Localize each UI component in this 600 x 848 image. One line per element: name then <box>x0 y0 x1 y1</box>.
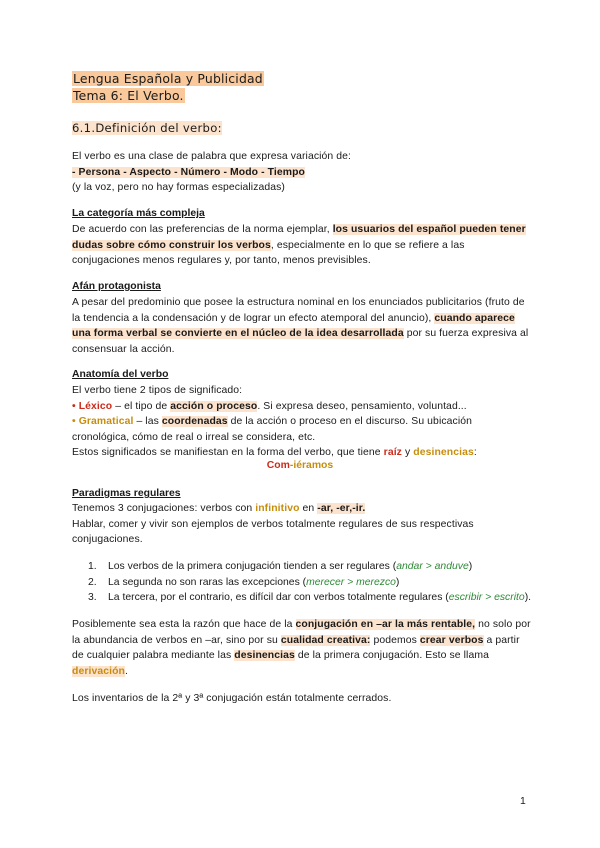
closing-line: Los inventarios de la 2ª y 3ª conjugación están totalmente cerrados. <box>72 693 392 704</box>
lexico-text-1: – el tipo de <box>112 400 171 412</box>
rentable-text-4: a partir de cualquier palabra mediante las <box>72 634 520 662</box>
lexico-highlight: acción o proceso <box>170 400 258 412</box>
rentable-highlight-2: cualidad creativa: <box>280 634 371 646</box>
afan-highlight: cuando aparece una forma verbal se convierte en el núcleo de la idea desarrollada <box>72 312 515 340</box>
gramatical-text-2: de la acción o proceso en el discurso. Su ubicación cronológica, cómo de real o irreal se considera, etc. <box>72 416 472 443</box>
gramatical-bullet: • Gramatical <box>72 416 134 428</box>
list-number: 1. <box>88 561 97 572</box>
title-line-2: Tema 6: El Verbo. <box>73 88 184 103</box>
rentable-text-5: de la primera conjugación. Esto se llama <box>294 650 489 662</box>
list-number: 2. <box>88 576 97 588</box>
rentable-text-6: . <box>124 665 128 677</box>
list-item <box>88 575 538 591</box>
paradigmas-paragraph <box>72 501 532 548</box>
categoria-text-2: , especialmente en lo que se refiere a las conjugaciones menos regulares y, por tanto, menos previsibles. <box>72 239 465 267</box>
and-word: y <box>401 447 414 459</box>
lexico-text-2: . Si expresa deseo, pensamiento, voluntad... <box>257 400 467 412</box>
conjugation-list <box>88 559 538 606</box>
gramatical-text-1: – las <box>133 416 162 428</box>
list-item-text: La tercera, por el contrario, es difícil dar con verbos totalmente regulares ( <box>108 592 449 604</box>
list-item-example: andar > anduve <box>396 561 469 572</box>
list-item-text: La segunda no son raras las excepciones ( <box>108 576 307 588</box>
rentable-highlight-4: desinencias <box>234 650 295 662</box>
list-item-text: Los verbos de la primera conjugación tienden a ser regulares ( <box>108 561 397 572</box>
rentable-paragraph <box>72 617 532 679</box>
list-item-close: ) <box>468 561 473 572</box>
section-title-text: 6.1.Definición del verbo: <box>72 121 222 135</box>
forma-text: Estos significados se manifiestan en la forma del verbo, que tiene <box>72 447 384 459</box>
paradigmas-text-2: en <box>299 503 318 514</box>
intro-line-3: (y la voz, pero no hay formas especializadas) <box>72 182 285 194</box>
rentable-highlight-3: crear verbos <box>419 634 484 646</box>
desinencias-word: desinencias <box>413 447 474 459</box>
rentable-text-1: Posiblemente sea esta la razón que hace de la <box>72 619 296 630</box>
afan-paragraph <box>72 295 532 357</box>
list-item-example: merecer > merezco <box>306 576 396 588</box>
list-item-example: escribir > escrito <box>448 592 525 604</box>
list-item-close: ) <box>395 576 400 588</box>
infinitivo-word: infinitivo <box>255 503 300 514</box>
intro-line-1: El verbo es una clase de palabra que expresa variación de: <box>72 151 352 162</box>
list-item <box>88 559 538 575</box>
rentable-text-2: no solo por la abundancia de verbos en –ar, sino por su <box>72 619 531 646</box>
endings-highlight: -ar, -er,-ir. <box>317 503 366 514</box>
afan-text-1: A pesar del predominio que posee la estructura nominal en los enunciados publicitarios (fruto de la tendencia a la condensación y de lograr un efecto atemporal del anuncio), <box>72 297 525 324</box>
anatomia-paragraph <box>72 383 532 461</box>
document-title <box>72 71 264 86</box>
document-subtitle <box>72 88 185 103</box>
gramatical-highlight: coordenadas <box>161 416 228 428</box>
heading-anatomia: Anatomía del verbo <box>72 369 169 380</box>
intro-categories: - Persona - Aspecto - Número - Modo - Tiempo <box>72 166 306 178</box>
rentable-highlight-1: conjugación en –ar la más rentable, <box>295 619 476 630</box>
heading-afan: Afán protagonista <box>72 281 161 292</box>
title-line-1: Lengua Española y Publicidad <box>73 71 263 86</box>
colon: : <box>473 447 477 459</box>
list-number: 3. <box>88 592 97 604</box>
example-root: Com <box>266 460 290 471</box>
list-item <box>88 590 538 606</box>
section-title <box>72 121 222 135</box>
categoria-paragraph <box>72 222 532 269</box>
page-number: 1 <box>520 796 526 807</box>
paradigmas-line-2: Hablar, comer y vivir son ejemplos de verbos totalmente regulares de sus respectivas conjugaciones. <box>72 518 474 546</box>
categoria-highlight: los usuarios del español pueden tener dudas sobre cómo construir los verbos <box>72 224 526 251</box>
rentable-highlight-5: derivación <box>72 665 125 677</box>
example-ending: -iéramos <box>289 460 334 471</box>
lexico-bullet: • Léxico <box>72 400 113 412</box>
heading-paradigmas: Paradigmas regulares <box>72 488 181 499</box>
paradigmas-text-1: Tenemos 3 conjugaciones: verbos con <box>72 503 256 514</box>
list-item-close: ). <box>524 592 532 604</box>
intro-paragraph <box>72 149 532 196</box>
heading-categoria: La categoría más compleja <box>72 208 205 219</box>
raiz-word: raíz <box>383 447 402 459</box>
anatomia-line-1: El verbo tiene 2 tipos de significado: <box>72 385 243 396</box>
categoria-text-1: De acuerdo con las preferencias de la norma ejemplar, <box>72 224 333 235</box>
afan-text-2: por su fuerza expresiva al consensuar la acción. <box>72 328 529 355</box>
rentable-text-3: podemos <box>370 634 420 646</box>
example-comieramos <box>0 459 600 473</box>
